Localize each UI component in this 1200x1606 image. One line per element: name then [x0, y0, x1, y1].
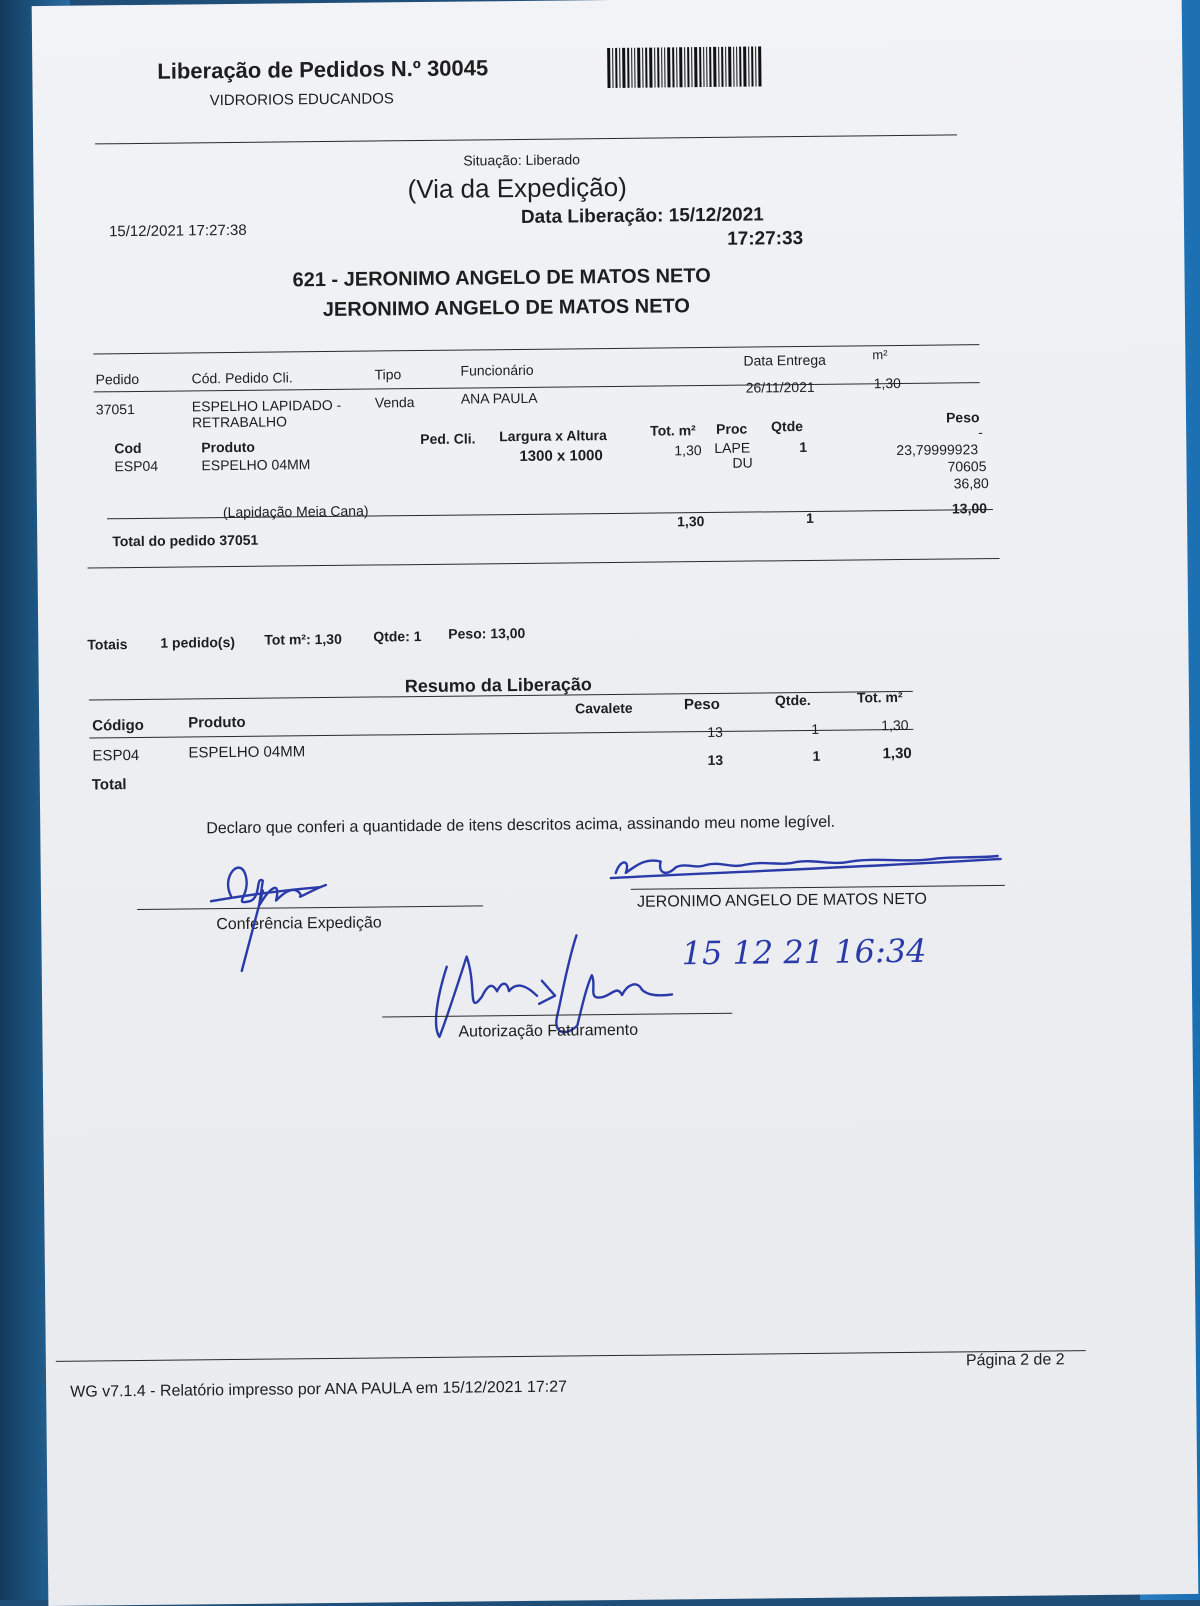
order-table-top-rule — [93, 344, 979, 354]
summary-col-produto: Produto — [188, 713, 246, 732]
order-pedido-value: 37051 — [95, 401, 135, 418]
summary-total-peso: 13 — [707, 751, 724, 769]
totals-pedidos: 1 pedido(s) — [160, 633, 236, 651]
order-funcionario-value: ANA PAULA — [460, 389, 538, 407]
summary-col-qtde: Qtde. — [774, 691, 811, 709]
item-peso-line2: 70605 — [947, 458, 987, 475]
item-note: (Lapidação Meia Cana) — [222, 502, 369, 521]
col-ped-cli: Ped. Cli. — [420, 430, 476, 448]
barcode-icon — [607, 46, 763, 88]
document-title: Liberação de Pedidos N.º 30045 — [157, 55, 489, 84]
order-total-m2: 1,30 — [677, 513, 705, 530]
col-peso: Peso — [945, 409, 980, 426]
item-largura-altura-value: 1300 x 1000 — [519, 447, 603, 465]
item-qtde-value: 1 — [799, 438, 808, 456]
print-timestamp: 15/12/2021 17:27:38 — [108, 221, 247, 241]
client-name: JERONIMO ANGELO DE MATOS NETO — [322, 295, 691, 322]
totals-label: Totais — [87, 636, 128, 653]
col-funcionario: Funcionário — [460, 361, 534, 379]
declaration-text: Declaro que conferi a quantidade de itens descritos acima, assinando meu nome legível. — [206, 813, 836, 838]
order-section-bottom-rule — [88, 558, 1000, 569]
conferencia-label: Conferência Expedição — [216, 914, 382, 934]
item-peso-line3: 36,80 — [953, 475, 989, 492]
totals-qtde: Qtde: 1 — [373, 628, 422, 645]
via-label: (Via da Expedição) — [407, 171, 627, 205]
client-name-label: JERONIMO ANGELO DE MATOS NETO — [636, 890, 927, 911]
summary-row-peso: 13 — [707, 723, 723, 741]
item-peso-line1: 23,79999923 — [896, 441, 979, 459]
footer-page-number: Página 2 de 2 — [965, 1351, 1065, 1370]
col-tipo: Tipo — [374, 366, 402, 383]
col-tot-m2: Tot. m² — [650, 422, 696, 439]
order-cod-cli-line1: ESPELHO LAPIDADO - — [191, 396, 342, 415]
summary-total-tot-m2: 1,30 — [882, 744, 912, 763]
summary-row-produto: ESPELHO 04MM — [188, 743, 306, 762]
col-m2: m² — [872, 347, 888, 363]
item-peso-dash: - — [978, 424, 983, 441]
order-m2-value: 1,30 — [873, 374, 901, 392]
order-tipo-value: Venda — [374, 394, 415, 411]
summary-total-label: Total — [91, 776, 127, 794]
col-qtde: Qtde — [771, 418, 804, 435]
summary-row-qtde: 1 — [811, 720, 820, 737]
totals-tot-m2: Tot m²: 1,30 — [264, 630, 342, 648]
col-produto: Produto — [201, 438, 256, 456]
summary-row-codigo: ESP04 — [92, 746, 140, 765]
col-cod-pedido-cli: Cód. Pedido Cli. — [191, 369, 293, 387]
status-text: Situação: Liberado — [463, 151, 581, 169]
summary-title: Resumo da Liberação — [404, 674, 592, 697]
summary-row-tot-m2: 1,30 — [881, 716, 909, 734]
summary-col-codigo: Código — [92, 716, 144, 735]
item-cod-value: ESP04 — [114, 457, 159, 475]
release-date: Data Liberação: 15/12/2021 — [520, 204, 764, 228]
col-data-entrega: Data Entrega — [743, 351, 826, 369]
col-proc: Proc — [716, 420, 748, 437]
summary-col-tot-m2: Tot. m² — [856, 688, 903, 706]
conferencia-signature — [200, 845, 341, 976]
col-cod: Cod — [114, 439, 142, 457]
summary-col-peso: Peso — [683, 695, 720, 714]
handwritten-date: 15 12 21 16:34 — [681, 931, 927, 973]
autorizacao-label: Autorização Faturamento — [458, 1021, 639, 1041]
item-proc-line2: DU — [732, 454, 753, 471]
client-code-name: 621 - JERONIMO ANGELO DE MATOS NETO — [292, 264, 711, 292]
summary-total-qtde: 1 — [812, 747, 821, 764]
order-total-label: Total do pedido 37051 — [112, 531, 259, 550]
document-page — [32, 0, 1199, 1606]
footer-rule — [56, 1350, 1086, 1362]
totals-peso: Peso: 13,00 — [448, 624, 526, 642]
release-time: 17:27:33 — [727, 227, 804, 250]
order-data-entrega-value: 26/11/2021 — [745, 378, 815, 396]
item-tot-m2-value: 1,30 — [674, 442, 702, 459]
col-pedido: Pedido — [95, 370, 140, 388]
item-produto-value: ESPELHO 04MM — [201, 456, 311, 474]
header-divider — [95, 134, 957, 144]
item-proc-line1: LAPE — [714, 439, 751, 456]
company-name: VIDRORIOS EDUCANDOS — [209, 90, 394, 110]
order-cod-cli-line2: RETRABALHO — [191, 413, 288, 431]
order-total-peso: 13,00 — [951, 500, 988, 517]
summary-col-cavalete: Cavalete — [574, 699, 633, 717]
footer-printed-by: WG v7.1.4 - Relatório impresso por ANA PAULA em 15/12/2021 17:27 — [70, 1378, 568, 1401]
order-total-qtde: 1 — [805, 509, 814, 526]
col-largura-altura: Largura x Altura — [499, 427, 607, 445]
client-signature — [606, 844, 1006, 888]
